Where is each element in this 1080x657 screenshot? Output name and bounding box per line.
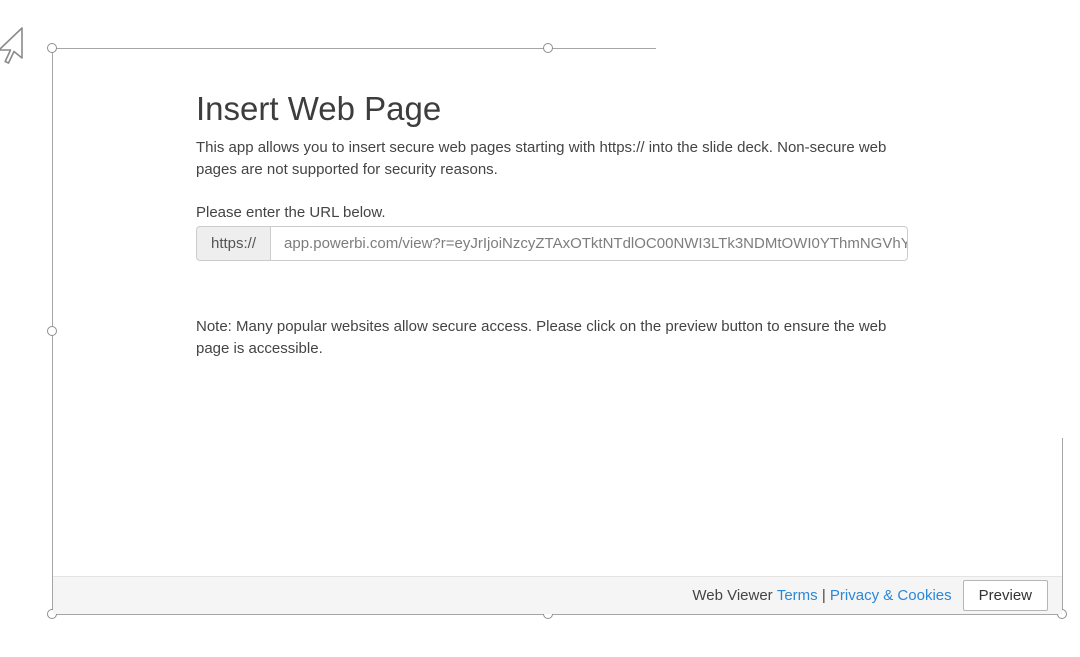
selection-handle-left-middle[interactable] (47, 326, 57, 336)
url-scheme-prefix: https:// (196, 226, 270, 261)
selection-border-top (52, 48, 656, 49)
preview-button[interactable]: Preview (963, 580, 1048, 611)
page-title: Insert Web Page (196, 90, 442, 128)
selection-handle-top-left[interactable] (47, 43, 57, 53)
url-input-group (196, 226, 908, 261)
selection-handle-top-middle[interactable] (543, 43, 553, 53)
app-name-label: Web Viewer (692, 587, 777, 604)
note-text: Note: Many popular websites allow secure access. Please click on the preview button to ensure the web page is accessible. (196, 318, 887, 357)
url-prompt-label: Please enter the URL below. (196, 204, 386, 221)
arrow-ne-cursor-icon (0, 26, 29, 66)
privacy-cookies-link[interactable]: Privacy & Cookies (829, 587, 952, 604)
selection-border-right (1062, 438, 1063, 614)
description-text: This app allows you to insert secure web pages starting with https:// into the slide deck. Non-secure web pages are not supported for security reasons. (196, 139, 887, 178)
link-separator: | (817, 587, 830, 604)
url-input[interactable] (270, 226, 908, 261)
footer-links (692, 587, 951, 604)
terms-link[interactable]: Terms (776, 587, 818, 604)
footer-bar (53, 576, 1062, 614)
selection-border-bottom (52, 614, 1063, 615)
